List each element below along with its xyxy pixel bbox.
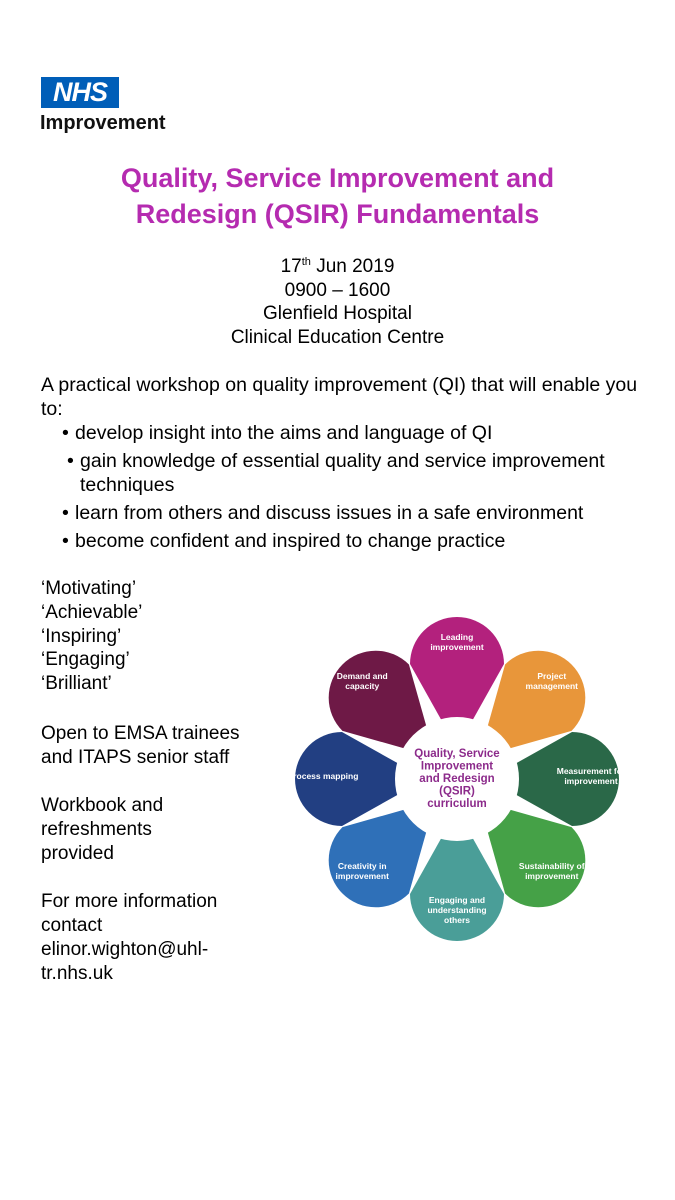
petal-label: Measurement for improvement [556, 766, 626, 786]
petal-label: Engaging and understanding others [427, 895, 487, 925]
eligibility-line: and ITAPS senior staff [41, 747, 230, 768]
petal-label: Demand and capacity [336, 671, 388, 692]
petal-label: Sustainability of improvement [518, 860, 585, 881]
wheel-center-title: Quality, Service Improvement and Redesign (QSIR) curriculum [414, 748, 500, 810]
event-date-rest: Jun 2019 [310, 256, 395, 277]
list-item: • develop insight into the aims and language of QI [62, 421, 662, 445]
title-line-2: Redesign (QSIR) Fundamentals [135, 199, 540, 229]
quote-item: ‘Brilliant’ [41, 673, 112, 695]
contact-email-line[interactable]: tr.nhs.uk [41, 963, 113, 984]
contact-email-line[interactable]: elinor.wighton@uhl- [41, 939, 209, 960]
quote-item: ‘Motivating’ [41, 578, 137, 599]
event-date-day: 17 [280, 256, 302, 277]
intro-text: A practical workshop on quality improvement (QI) that will enable you to: [41, 374, 638, 420]
petal-label: Project management [525, 671, 578, 692]
event-venue: Glenfield Hospital [263, 303, 412, 324]
eligibility-line: Open to EMSA trainees [41, 723, 240, 744]
petal-label: Creativity in improvement [335, 860, 389, 881]
event-time: 0900 – 1600 [284, 279, 391, 301]
quote-item: ‘Inspiring’ [41, 625, 122, 647]
materials-line: provided [41, 843, 114, 864]
list-item: • gain knowledge of essential quality and service improvement techniques [62, 449, 662, 497]
petal-label: Process mapping [287, 771, 359, 781]
list-item: • become confident and inspired to change practice [62, 529, 662, 553]
petal-label: Leading improvement [430, 632, 484, 652]
event-room: Clinical Education Centre [230, 326, 445, 348]
list-item: • learn from others and discuss issues in a safe environment [62, 501, 662, 525]
contact-line: contact [41, 915, 103, 936]
materials-line: Workbook and [41, 795, 164, 816]
quote-item: ‘Engaging’ [41, 649, 130, 671]
logo-subtitle: Improvement [40, 112, 166, 134]
nhs-badge: NHS [41, 77, 119, 108]
title-line-1: Quality, Service Improvement and [120, 163, 555, 193]
materials-line: refreshments [41, 819, 152, 840]
event-date-suffix: th [301, 256, 311, 268]
contact-line: For more information [41, 891, 218, 912]
quote-item: ‘Achievable’ [41, 601, 143, 623]
